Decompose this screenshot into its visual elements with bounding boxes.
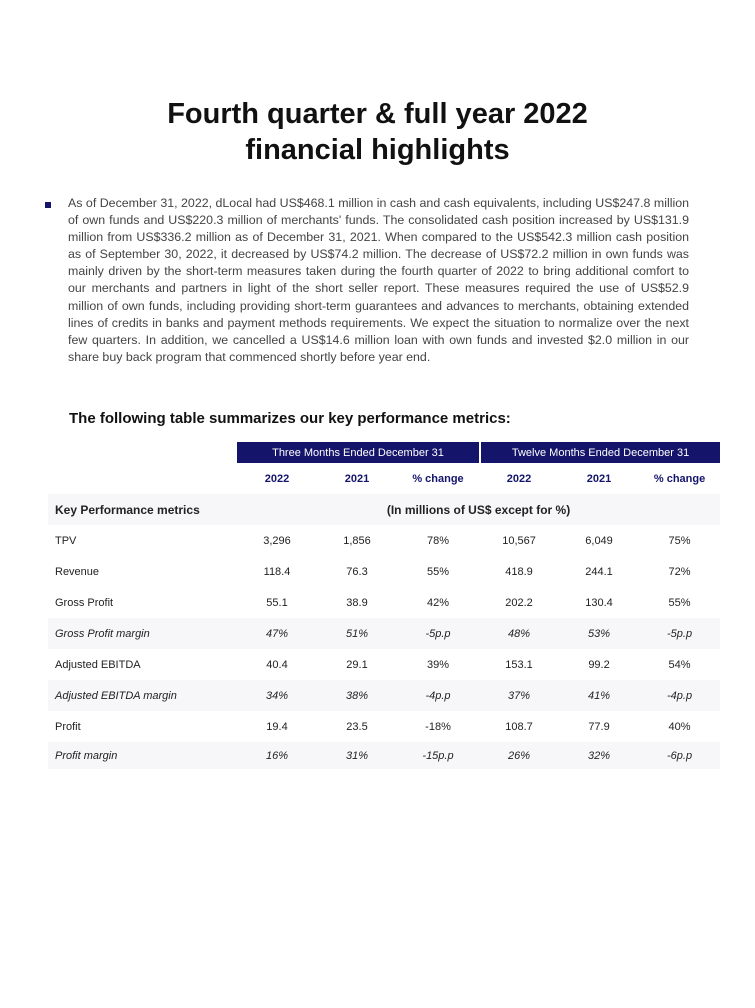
row-label: Revenue [55, 565, 100, 578]
three-months-header: Three Months Ended December 31 [237, 442, 479, 463]
table-cell: 76.3 [346, 565, 368, 578]
row-label: Adjusted EBITDA margin [48, 680, 237, 711]
row-label: Gross Profit margin [48, 618, 237, 649]
bullet-marker [45, 202, 51, 208]
table-cell: 47% [237, 618, 317, 649]
row-label: TPV [55, 534, 77, 547]
table-row [48, 618, 720, 649]
table-cell: 418.9 [505, 565, 533, 578]
table-cell: 202.2 [505, 596, 533, 609]
table-cell: 34% [237, 680, 317, 711]
table-cell: -4p.p [639, 680, 720, 711]
row-label: Gross Profit [55, 596, 114, 609]
column-header: 2022 [264, 472, 290, 485]
page-title [0, 96, 755, 168]
table-cell: 38% [317, 680, 397, 711]
table-cell: 118.4 [263, 565, 291, 578]
table-cell: 32% [559, 742, 639, 769]
table-cell: -15p.p [397, 742, 479, 769]
table-row [48, 742, 720, 769]
table-cell: 19.4 [266, 720, 288, 733]
cash-position-paragraph: As of December 31, 2022, dLocal had US$468.1 million in cash and cash equivalents, including US$247.8 million of own funds and US$220.3 million of merchants' funds. The consolidated cash position increased by US$131.9 million from US$336.2 million as of December 31, 2021. When compared to the US$542.3 million cash position as of September 30, 2022, it decreased by US$74.2 million. The decrease of US$72.2 million in own funds was mainly driven by the short-term measures taken during the fourth quarter of 2022 to bring additional comfort to our merchants and partners in light of the short seller report. These measures required the use of US$52.9 million of own funds, including providing short-term guarantees and advances to merchants, obtaining extended lines of credits in banks and payment methods requirements. We expect the situation to normalize over the next few quarters. In addition, we cancelled a US$14.6 million loan with own funds and invested $2.0 million in our share buy back program that commenced shortly before year end. [68, 196, 689, 364]
table-cell: 48% [479, 618, 559, 649]
column-header: % change [653, 472, 706, 485]
kpi-table [48, 442, 720, 769]
section-label: Key Performance metrics [48, 494, 237, 525]
column-header: 2022 [506, 472, 532, 485]
table-cell: 75% [668, 534, 691, 547]
table-cell: 26% [479, 742, 559, 769]
table-row [48, 649, 720, 680]
table-cell: 53% [559, 618, 639, 649]
table-cell: 29.1 [346, 658, 368, 671]
table-row [48, 525, 720, 556]
table-cell: 41% [559, 680, 639, 711]
table-cell: 77.9 [588, 720, 610, 733]
table-cell: 55% [668, 596, 691, 609]
title-line-2: financial highlights [245, 134, 510, 166]
table-cell: 99.2 [588, 658, 610, 671]
table-row [48, 587, 720, 618]
table-row [48, 556, 720, 587]
table-cell: 37% [479, 680, 559, 711]
table-cell: 42% [427, 596, 450, 609]
units-note: (In millions of US$ except for %) [237, 494, 720, 525]
column-header: 2021 [586, 472, 612, 485]
table-cell: 39% [427, 658, 450, 671]
table-cell: 72% [668, 565, 691, 578]
header-spacer [48, 442, 237, 463]
table-cell: -5p.p [639, 618, 720, 649]
row-label: Profit margin [48, 742, 237, 769]
table-cell: 130.4 [585, 596, 613, 609]
column-header: % change [412, 472, 464, 485]
table-cell: 244.1 [585, 565, 613, 578]
table-cell: 6,049 [585, 534, 613, 547]
table-cell: 108.7 [505, 720, 533, 733]
table-cell: 3,296 [263, 534, 291, 547]
table-cell: 31% [317, 742, 397, 769]
title-line-1: Fourth quarter & full year 2022 [167, 98, 588, 130]
header-spacer [48, 463, 237, 494]
column-header: 2021 [344, 472, 370, 485]
table-cell: -18% [425, 720, 451, 733]
row-label: Profit [55, 720, 81, 733]
row-label: Adjusted EBITDA [55, 658, 141, 671]
table-cell: 51% [317, 618, 397, 649]
table-cell: 38.9 [346, 596, 368, 609]
table-cell: 23.5 [346, 720, 368, 733]
table-cell: 153.1 [505, 658, 533, 671]
table-cell: 10,567 [502, 534, 536, 547]
table-cell: -6p.p [639, 742, 720, 769]
table-title: The following table summarizes our key performance metrics: [69, 410, 511, 427]
table-cell: 55% [427, 565, 450, 578]
table-cell: 78% [427, 534, 450, 547]
table-cell: 40% [668, 720, 691, 733]
table-row [48, 711, 720, 742]
table-cell: -5p.p [397, 618, 479, 649]
twelve-months-header: Twelve Months Ended December 31 [479, 442, 720, 463]
table-cell: 54% [668, 658, 691, 671]
table-row [48, 680, 720, 711]
table-cell: 55.1 [266, 596, 288, 609]
table-cell: 40.4 [266, 658, 288, 671]
table-cell: 16% [237, 742, 317, 769]
table-cell: 1,856 [343, 534, 371, 547]
table-cell: -4p.p [397, 680, 479, 711]
section-header-row [48, 494, 720, 525]
